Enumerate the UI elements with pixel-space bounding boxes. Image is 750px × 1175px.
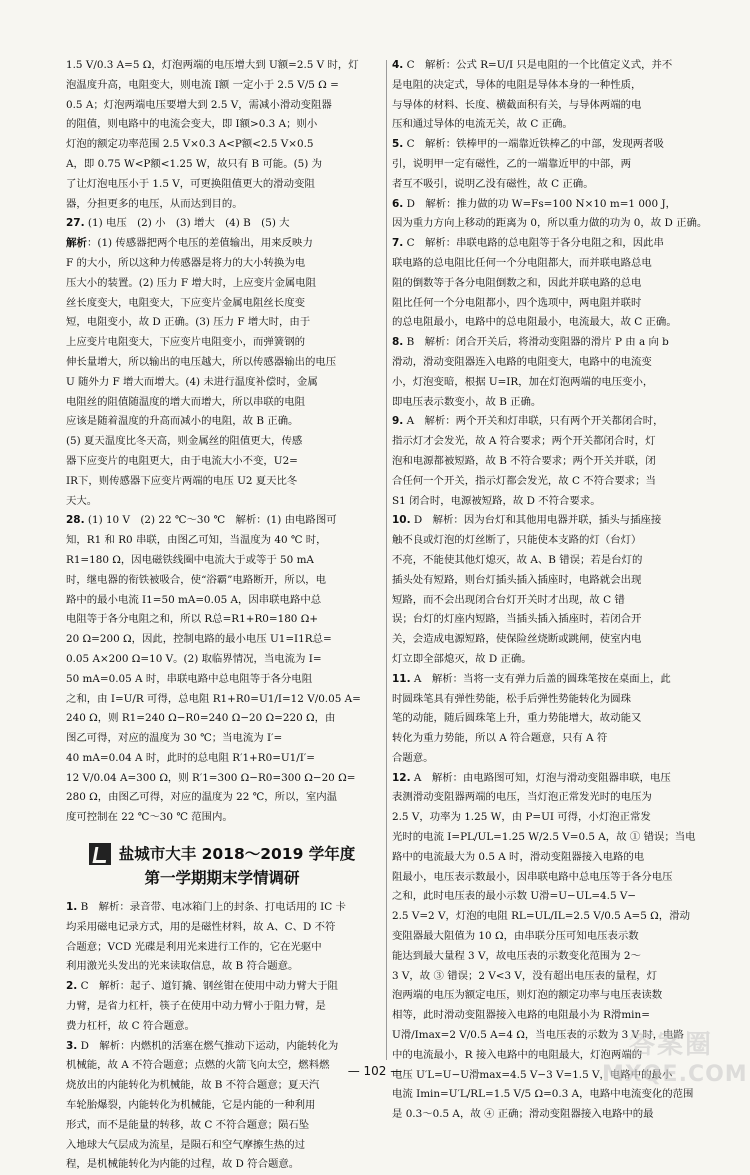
text-line xyxy=(392,313,714,333)
line-text: U滑/Imax=2 V/0.5 A=4 Ω，当电压表的示数为 3 V 时，电路 xyxy=(392,1029,684,1042)
line-text: 伸长量增大，所以输出的电压越大，所以传感器输出的电压 xyxy=(66,355,337,368)
line-text: 阻的倒数等于各分电阻倒数之和，因此并联电路的总电 xyxy=(392,276,642,289)
line-text: C 解析：公式 R=U/I 只是电阻的一个比值定义式，并不 xyxy=(406,59,673,71)
line-text: 与导体的材料、长度、横截面积有关，与导体两端的电 xyxy=(392,98,642,111)
text-line xyxy=(66,531,378,551)
analysis-keyword: 解析 xyxy=(66,237,87,250)
line-text: C 解析：串联电路的总电阻等于各分电阻之和，因此串 xyxy=(406,237,664,250)
line-text: 的总电阻最小，电路中的总电阻最小，电流最大，故 C 正确。 xyxy=(392,316,677,329)
text-line xyxy=(66,333,378,353)
text-line xyxy=(66,808,378,828)
line-text: 是电阻的决定式，导体的电阻是导体本身的一种性质， xyxy=(392,78,642,91)
question-number: 7. xyxy=(392,237,404,250)
question-number: 1. xyxy=(66,901,78,914)
line-text: ：(1) 传感器把两个电压的差值输出，用来反映力 xyxy=(87,237,313,250)
text-line xyxy=(392,76,714,96)
line-text: 合任何一个开关，指示灯都会发光，故 C 不符合要求；当 xyxy=(392,474,656,487)
text-line xyxy=(66,788,378,808)
text-line xyxy=(392,353,714,373)
text-line xyxy=(66,313,378,333)
text-line xyxy=(66,709,378,729)
left-column xyxy=(66,56,378,1175)
line-text: 不亮，不能使其他灯熄灭，故 A、B 错误；若是台灯的 xyxy=(392,553,643,566)
line-text: 2.5 V=2 V，灯泡的电阻 RL=UL/IL=2.5 V/0.5 A=5 Ω，滑动 xyxy=(392,910,690,923)
text-line xyxy=(66,1037,378,1057)
line-text: 合题意。 xyxy=(392,751,434,764)
line-text: 之和，由 I=U/R 可得，总电阻 R1+R0=U1/I=12 V/0.05 A= xyxy=(66,692,361,705)
line-text: 280 Ω，由图乙可得，对应的温度为 22 ℃，所以，室内温 xyxy=(66,791,338,804)
text-line xyxy=(66,610,378,630)
text-line xyxy=(392,749,714,769)
text-line xyxy=(392,195,714,215)
text-line xyxy=(392,551,714,571)
line-text: 1.5 V/0.3 A=5 Ω，灯泡两端的电压增大到 U额=2.5 V 时，灯 xyxy=(66,59,359,71)
line-text: 入地球大气层成为流星，是陨石和空气摩擦生热的过 xyxy=(66,1138,305,1151)
text-line xyxy=(66,274,378,294)
text-line xyxy=(66,234,378,254)
line-text: 时圆珠笔具有弹性势能，松手后弹性势能转化为圆珠 xyxy=(392,692,631,705)
text-line xyxy=(66,997,378,1017)
question-number: 3. xyxy=(66,1039,78,1052)
watermark-logo xyxy=(602,1028,748,1098)
line-text: 插头处有短路，则台灯插头插入插座时，电路就会出现 xyxy=(392,573,642,586)
text-line xyxy=(66,1096,378,1116)
question-number: 6. xyxy=(392,197,404,210)
line-text: 图乙可得，对应的温度为 30 ℃；当电流为 I′= xyxy=(66,732,283,745)
text-line xyxy=(66,630,378,650)
text-line xyxy=(66,591,378,611)
question-number: 9. xyxy=(392,415,404,428)
line-text: D 解析：推力做的功 W=Fs=100 N×10 m=1 000 J， xyxy=(406,197,677,210)
line-text: 压大小的装置。(2) 压力 F 增大时，上应变片金属电阻 xyxy=(66,276,317,289)
text-line xyxy=(66,492,378,512)
text-line xyxy=(392,907,714,927)
line-text: (5) 夏天温度比冬天高，则金属丝的阻值更大，传感 xyxy=(66,435,303,448)
line-text: 是 0.3～0.5 A，故 ④ 正确；滑动变阻器接入电路中的最 xyxy=(392,1108,654,1121)
line-text: F 的大小，所以这种力传感器是将力的大小转换为电 xyxy=(66,256,306,269)
text-line xyxy=(392,432,714,452)
text-line xyxy=(392,650,714,670)
text-line xyxy=(392,155,714,175)
line-text: 路中的电流最大为 0.5 A 时，滑动变阻器接入电路的电 xyxy=(392,850,645,863)
line-text: 40 mA=0.04 A 时，此时的总电阻 R′1+R0=U1/I′= xyxy=(66,751,315,764)
section-marker-icon xyxy=(89,843,111,865)
text-line xyxy=(392,848,714,868)
line-text: 电阻丝的阻值随温度的增大而增大，所以串联的电阻 xyxy=(66,395,305,408)
text-line xyxy=(66,551,378,571)
text-line xyxy=(392,56,714,76)
text-line xyxy=(392,234,714,254)
text-line xyxy=(66,1155,378,1175)
text-line xyxy=(66,898,378,918)
right-column xyxy=(392,56,714,1125)
line-text: 的阻值，则电路中的电流会变大，即 I额>0.3 A；则小 xyxy=(66,118,318,131)
watermark-line2: MXQE.COM xyxy=(602,1062,748,1087)
line-text: 0.5 A；灯泡两端电压要增大到 2.5 V，需减小滑动变阻器 xyxy=(66,98,332,111)
text-line xyxy=(392,333,714,353)
line-text: (1) 电压 (2) 小 (3) 增大 (4) B (5) 大 xyxy=(87,217,290,230)
line-text: 阻最小，电压表示数最小，因串联电路中总电压等于各分电压 xyxy=(392,870,673,883)
line-text: 路中的最小电流 I1=50 mA=0.05 A，因串联电路中总 xyxy=(66,593,322,606)
text-line xyxy=(66,769,378,789)
line-text: 力臂，是省力杠杆，筷子在使用中动力臂小于阻力臂，是 xyxy=(66,1000,326,1013)
line-text: 20 Ω=200 Ω，因此，控制电路的最小电压 U1=I1R总= xyxy=(66,633,332,646)
line-text: 50 mA=0.05 A 时，串联电路中总电阻等于各分电阻 xyxy=(66,672,313,685)
line-text: 0.05 A×200 Ω=10 V。(2) 取临界情况，当电流为 I= xyxy=(66,652,322,665)
question-number: 11. xyxy=(392,672,411,685)
text-line xyxy=(392,887,714,907)
text-line xyxy=(66,690,378,710)
text-line xyxy=(392,610,714,630)
line-text: 240 Ω，则 R1=240 Ω−R0=240 Ω−20 Ω=220 Ω，由 xyxy=(66,712,336,725)
line-text: 器，分担更多的电压，从而达到目的。 xyxy=(66,197,243,210)
section-title-line2: 第一学期期末学情调研 xyxy=(144,869,300,888)
line-text: 者互不吸引，说明乙没有磁性，故 C 正确。 xyxy=(392,177,594,190)
section-title-line1 xyxy=(66,842,378,866)
line-text: D 解析：内燃机的活塞在燃气推动下运动，内能转化为 xyxy=(80,1039,339,1052)
text-line xyxy=(392,927,714,947)
text-line xyxy=(392,690,714,710)
text-line xyxy=(66,670,378,690)
line-text: 泡和电源都被短路，故 B 不符合要求；两个开关并联，闭 xyxy=(392,454,656,467)
text-line xyxy=(66,749,378,769)
text-line xyxy=(66,135,378,155)
question-number: 4. xyxy=(392,59,404,71)
text-line xyxy=(66,432,378,452)
line-text: 费力杠杆，故 C 符合题意。 xyxy=(66,1019,195,1032)
text-line xyxy=(66,918,378,938)
line-text: 误；台灯的灯座内短路，当插头插入插座时，若闭合开 xyxy=(392,613,642,626)
line-text: 泡两端的电压为额定电压，则灯泡的额定功率与电压表读数 xyxy=(392,989,663,1002)
text-line xyxy=(66,214,378,234)
text-line xyxy=(66,393,378,413)
text-line xyxy=(66,977,378,997)
line-text: 电阻等于各分电阻之和，所以 R总=R1+R0=180 Ω+ xyxy=(66,613,319,626)
text-line xyxy=(66,1076,378,1096)
text-line xyxy=(66,56,378,76)
line-text: 阻比任何一个分电阻都小，四个选项中，两电阻并联时 xyxy=(392,296,642,309)
text-line xyxy=(392,135,714,155)
text-line xyxy=(392,828,714,848)
line-text: 因为重力方向上移动的距离为 0，所以重力做的功为 0，故 D 正确。 xyxy=(392,217,708,230)
text-line xyxy=(392,214,714,234)
text-line xyxy=(66,195,378,215)
line-text: 灯立即全部熄灭，故 D 正确。 xyxy=(392,652,532,665)
text-line xyxy=(392,571,714,591)
text-line xyxy=(66,96,378,116)
line-text: 车轮胎爆裂，内能转化为机械能，它是内能的一种利用 xyxy=(66,1099,316,1112)
text-line xyxy=(392,986,714,1006)
question-number: 2. xyxy=(66,980,78,993)
line-text: 电压 U′L=U−U滑max=4.5 V−3 V=1.5 V，电路中的最小 xyxy=(392,1068,673,1081)
line-text: 灯泡的额定功率范围 2.5 V×0.3 A<P额<2.5 V×0.5 xyxy=(66,138,314,151)
question-number: 10. xyxy=(392,514,411,527)
line-text: 机械能，故 A 不符合题意；点燃的火箭飞向太空，燃料燃 xyxy=(66,1059,330,1072)
line-text: 器下应变片的电阻更大，由于电流大小不变，U2= xyxy=(66,454,298,467)
line-text: 应该是随着温度的升高而减小的电阻，故 B 正确。 xyxy=(66,415,299,428)
line-text: 烧放出的内能转化为机械能，故 B 不符合题意；夏天汽 xyxy=(66,1079,320,1092)
text-line xyxy=(392,788,714,808)
text-line xyxy=(392,393,714,413)
text-line xyxy=(66,957,378,977)
line-text: 笔的动能，随后圆珠笔上升，重力势能增大，故动能又 xyxy=(392,712,642,725)
text-line xyxy=(66,353,378,373)
line-text: 均采用磁电记录方式，用的是磁性材料，故 A、C、D 不符 xyxy=(66,920,336,933)
line-text: 利用激光头发出的光来读取信息，故 B 符合题意。 xyxy=(66,960,299,973)
question-number: 28. xyxy=(66,514,85,527)
line-text: 滑动，滑动变阻器连入电路的电阻变大，电路中的电流变 xyxy=(392,355,652,368)
question-number: 27. xyxy=(66,217,85,230)
text-line xyxy=(392,769,714,789)
text-line xyxy=(392,294,714,314)
line-text: 指示灯才会发光，故 A 符合要求；两个开关都闭合时，灯 xyxy=(392,435,656,448)
line-text: 关，会造成电源短路，使保险丝烧断或跳闸，使室内电 xyxy=(392,633,642,646)
text-line xyxy=(66,254,378,274)
line-text: 程，是机械能转化为内能的过程，故 D 符合题意。 xyxy=(66,1158,300,1171)
text-line xyxy=(392,254,714,274)
line-text: 表测滑动变阻器两端的电压，当灯泡正常发光时的电压为 xyxy=(392,791,652,804)
section-title-text: 盐城市大丰 2018～2019 学年度 xyxy=(118,845,356,864)
text-line xyxy=(392,1105,714,1125)
question-number: 12. xyxy=(392,771,411,784)
line-text: B 解析：录音带、电冰箱门上的封条、打电话用的 IC 卡 xyxy=(80,901,346,914)
text-line xyxy=(66,1017,378,1037)
line-text: 触不良或灯泡的灯丝断了，只能使本支路的灯（台灯） xyxy=(392,534,642,547)
line-text: 引，说明甲一定有磁性，乙的一端靠近甲的中部，两 xyxy=(392,157,631,170)
line-text: C 解析：起子、道钉撬、钢丝钳在使用中动力臂大于阻 xyxy=(80,980,338,993)
line-text: A 解析：当将一支有弹力后盖的圆珠笔按在桌面上，此 xyxy=(413,672,671,685)
line-text: A 解析：由电路图可知，灯泡与滑动变阻器串联，电压 xyxy=(413,771,671,784)
section-heading xyxy=(66,842,378,890)
text-line xyxy=(392,630,714,650)
text-line xyxy=(392,709,714,729)
line-text: 知，R1 和 R0 串联，由图乙可知，当温度为 40 ℃ 时， xyxy=(66,534,327,547)
text-line xyxy=(392,670,714,690)
line-text: 丝长度变大，电阻变大，下应变片金属电阻丝长度变 xyxy=(66,296,305,309)
question-number: 8. xyxy=(392,336,404,349)
line-text: 中的电流最小，R 接入电路中的电阻最大，灯泡两端的 xyxy=(392,1048,643,1061)
line-text: 相等，此时滑动变阻器接入电路的电阻最小为 R滑min= xyxy=(392,1009,650,1022)
text-line xyxy=(66,511,378,531)
line-text: 短，电阻变小，故 D 正确。(3) 压力 F 增大时，由于 xyxy=(66,316,311,329)
text-line xyxy=(66,1116,378,1136)
text-line xyxy=(392,1006,714,1026)
text-line xyxy=(66,452,378,472)
line-text: 上应变片电阻变大，下应变片电阻变小，而弹簧钢的 xyxy=(66,336,305,349)
text-line xyxy=(66,294,378,314)
text-line xyxy=(392,511,714,531)
line-text: 变阻器最大阻值为 10 Ω，由串联分压可知电压表示数 xyxy=(392,930,639,943)
line-text: 了让灯泡电压小于 1.5 V，可更换阻值更大的滑动变阻 xyxy=(66,177,315,190)
line-text: 合题意；VCD 光碟是利用光来进行工作的，它在光驱中 xyxy=(66,940,322,953)
text-line xyxy=(392,96,714,116)
text-line xyxy=(392,492,714,512)
line-text: 之和，此时电压表的最小示数 U滑=U−UL=4.5 V− xyxy=(392,890,637,903)
text-line xyxy=(392,452,714,472)
text-line xyxy=(392,175,714,195)
line-text: 电流 Imin=U′L/RL=1.5 V/5 Ω=0.3 A，电路中电流变化的范围 xyxy=(392,1088,694,1101)
line-text: 转化为重力势能，所以 A 符合题意，只有 A 符 xyxy=(392,732,608,745)
page-number: — 102 — xyxy=(347,1064,403,1078)
text-line xyxy=(66,76,378,96)
line-text: 度可控制在 22 ℃～30 ℃ 范围内。 xyxy=(66,811,233,824)
text-line xyxy=(66,175,378,195)
line-text: D 解析：因为台灯和其他用电器并联，插头与插座接 xyxy=(413,514,662,527)
line-text: A 解析：两个开关和灯串联，只有两个开关都闭合时， xyxy=(406,415,664,428)
text-line xyxy=(392,591,714,611)
line-text: 联电路的总电阻比任何一个分电阻都大，而并联电路总电 xyxy=(392,256,652,269)
line-text: 3 V，故 ③ 错误；2 V<3 V，没有超出电压表的量程，灯 xyxy=(392,969,657,982)
text-line xyxy=(392,412,714,432)
text-line xyxy=(392,373,714,393)
column-divider xyxy=(386,60,387,1060)
line-text: 泡温度升高，电阻变大，则电流 I额 一定小于 2.5 V/5 Ω = xyxy=(66,78,339,91)
line-text: 2.5 V，功率为 1.25 W，由 P=UI 可得，小灯泡正常发 xyxy=(392,811,651,824)
text-line xyxy=(66,373,378,393)
watermark-line1: 答案圈 xyxy=(628,1030,713,1060)
line-text: 天大。 xyxy=(66,494,98,507)
text-line xyxy=(392,947,714,967)
line-text: 能达到最大量程 3 V，故电压表的示数变化范围为 2～ xyxy=(392,949,641,962)
question-number: 5. xyxy=(392,138,404,151)
line-text: IR下，则传感器下应变片两端的电压 U2 夏天比冬 xyxy=(66,474,298,487)
text-line xyxy=(392,472,714,492)
text-line xyxy=(66,1136,378,1156)
text-line xyxy=(392,115,714,135)
line-text: R1=180 Ω，因电磁铁线圈中电流大于或等于 50 mA xyxy=(66,553,314,566)
text-line xyxy=(66,571,378,591)
line-text: 时，继电器的衔铁被吸合，使“浴霸”电路断开，所以，电 xyxy=(66,573,326,586)
text-line xyxy=(66,155,378,175)
text-line xyxy=(66,115,378,135)
line-text: C 解析：铁棒甲的一端靠近铁棒乙的中部，发现两者吸 xyxy=(406,138,664,151)
text-line xyxy=(392,274,714,294)
line-text: U 随外力 F 增大而增大。(4) 未进行温度补偿时，金属 xyxy=(66,375,318,388)
line-text: (1) 10 V (2) 22 ℃～30 ℃ 解析：(1) 由电路图可 xyxy=(87,514,337,527)
line-text: 短路，而不会出现闭合台灯开关时才出现，故 C 错 xyxy=(392,593,625,606)
line-text: 形式，而不是能量的转移，故 C 不符合题意；陨石坠 xyxy=(66,1118,310,1131)
text-line xyxy=(392,729,714,749)
text-line xyxy=(66,472,378,492)
line-text: B 解析：闭合开关后，将滑动变阻器的滑片 P 由 a 向 b xyxy=(406,336,669,349)
text-line xyxy=(66,729,378,749)
line-text: 即电压表示数变小，故 B 正确。 xyxy=(392,395,542,408)
line-text: S1 闭合时，电源被短路，故 D 不符合要求。 xyxy=(392,494,601,507)
text-line xyxy=(392,808,714,828)
line-text: 小，灯泡变暗，根据 U=IR，加在灯泡两端的电压变小， xyxy=(392,375,654,388)
line-text: 压和通过导体的电流无关，故 C 正确。 xyxy=(392,118,573,131)
text-line xyxy=(66,938,378,958)
line-text: A，即 0.75 W<P额<1.25 W，故只有 B 可能。(5) 为 xyxy=(66,157,323,170)
line-text: 光时的电流 I=PL/UL=1.25 W/2.5 V=0.5 A，故 ① 错误；当电 xyxy=(392,831,696,844)
text-line xyxy=(392,868,714,888)
text-line xyxy=(392,967,714,987)
text-line xyxy=(392,531,714,551)
text-line xyxy=(66,412,378,432)
text-line xyxy=(66,650,378,670)
line-text: 12 V/0.04 A=300 Ω，则 R′1=300 Ω−R0=300 Ω−20 Ω= xyxy=(66,771,356,784)
